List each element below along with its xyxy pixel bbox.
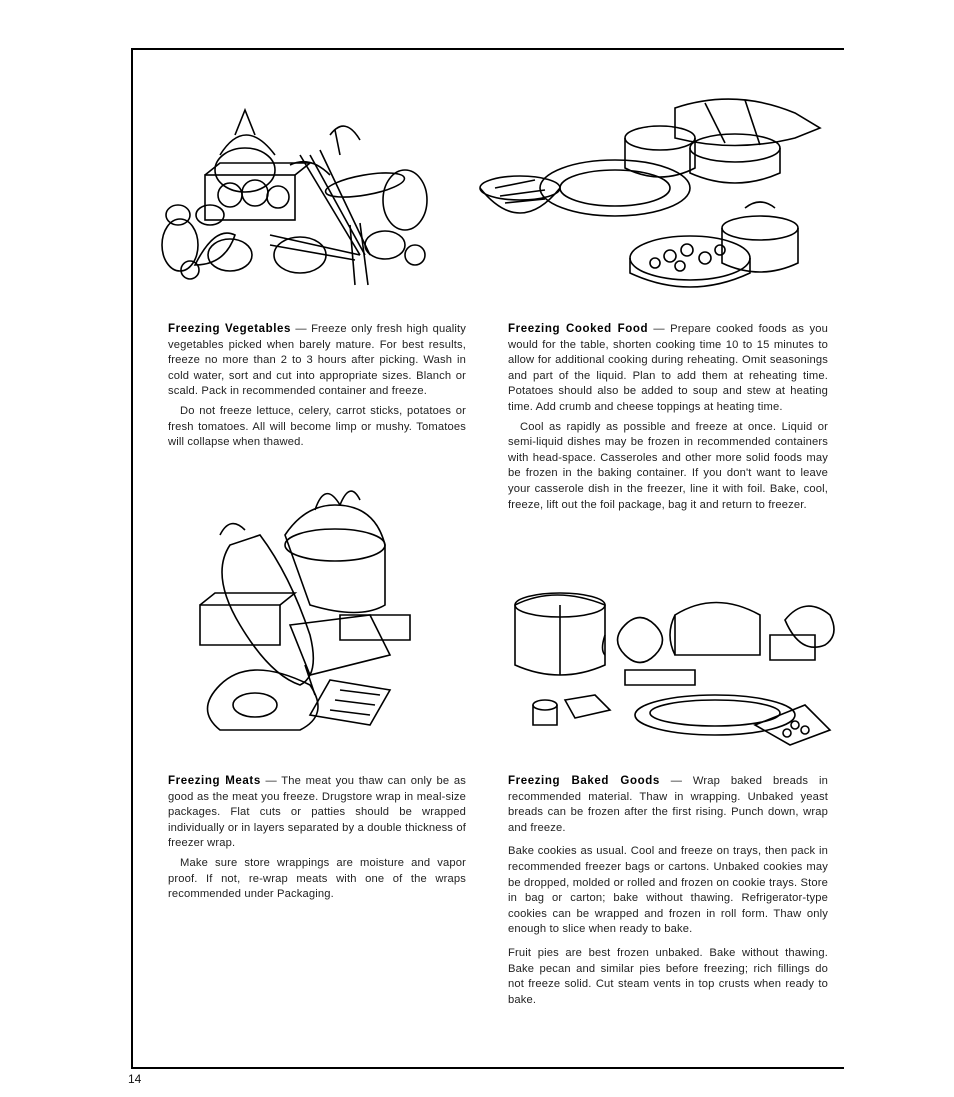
baked-goods-heading: Freezing Baked Goods [508, 775, 660, 787]
baked-goods-illustration [505, 585, 845, 755]
baked-goods-paragraph-2: Bake cookies as usual. Cool and freeze on trays, then pack in recommended freezer bags or cartons. Unbaked cookies may be dropped, molded or rolled and frozen on cookie trays. Store in bag or carton; bake without thawing. Refrigerator-type cookies can be wrapped and frozen in roll form. Thaw only enough to slice when ready to bake. [508, 845, 828, 936]
baked-goods-section: Freezing Baked Goods — Wrap baked breads in recommended material. Thaw in wrapping. Unbaked yeast breads can be frozen after the first rising. Punch down, wrap and freeze. Bake cookies as usual. Cool and freeze on trays, then pack in recommended freezer bags or cartons. Unbaked cookies may be dropped, molded or rolled and frozen on cookie trays. Store in bag or carton; bake without thawing. Refrigerator-type cookies can be wrapped and frozen in roll form. Thaw only enough to slice when ready to bake. Fruit pies are best frozen unbaked. Bake without thawing. Bake pecan and similar pies before freezing; rich fillings do not freeze solid. Cut steam vents in top crusts when ready to bake. [508, 774, 828, 1012]
vegetables-paragraph-2: Do not freeze lettuce, celery, carrot sticks, potatoes or fresh tomatoes. All will become limp or mushy. Tomatoes will collapse when thawed. [168, 404, 466, 449]
cooked-food-paragraph-2: Cool as rapidly as possible and freeze at once. Liquid or semi-liquid dishes may be frozen in recommended containers with head-space. Casseroles and other more solid foods may be frozen in the baking container. If you don't want to leave your casserole dish in the freezer, line it with foil. Bake, cool, freeze, lift out the foil package, bag it and return to freezer. [508, 420, 828, 511]
meats-heading: Freezing Meats [168, 775, 261, 787]
cooked-food-illustration [475, 88, 835, 303]
meats-section: Freezing Meats — The meat you thaw can only be as good as the meat you freeze. Drugstore wrap in meal-size packages. Flat cuts or patties should be wrapped individually or in layers separated by a double thickness of freezer wrap. Make sure store wrappings are moisture and vapor proof. If not, re-wrap meats with one of the wraps recommended under Packaging. [168, 774, 466, 907]
meats-illustration [180, 475, 430, 750]
vegetables-heading: Freezing Vegetables [168, 323, 292, 335]
bottom-rule [131, 1067, 844, 1069]
page-number: 14 [128, 1072, 142, 1086]
cooked-food-heading: Freezing Cooked Food [508, 323, 649, 335]
cooked-food-section: Freezing Cooked Food — Prepare cooked foods as you would for the table, shorten cooking time 10 to 15 minutes to allow for additional cooking during reheating. Omit seasonings and part of the liquid. Plan to add them at reheating time. Potatoes should also be added to soup and stew at heating time. Add crumb and cheese toppings at heating time. Cool as rapidly as possible and freeze at once. Liquid or semi-liquid dishes may be frozen in recommended containers with head-space. Casseroles and other more solid foods may be frozen in the baking container. If you don't want to leave your casserole dish in the freezer, line it with foil. Bake, cool, freeze, lift out the foil package, bag it and return to freezer. [508, 322, 828, 517]
baked-goods-paragraph-1: Wrap baked breads in recommended material. Thaw in wrapping. Unbaked yeast breads can be frozen after the first rising. Punch down, wrap and freeze. [508, 775, 829, 834]
vegetables-section: Freezing Vegetables — Freeze only fresh high quality vegetables picked when barely mature. For best results, freeze no more than 2 to 3 hours after picking. Wash in cold water, sort and cut into appropriate sizes. Blanch or scald. Pack in recommended container and freeze. Do not freeze lettuce, celery, carrot sticks, potatoes or fresh tomatoes. All will become limp or mushy. Tomatoes will collapse when thawed. [168, 322, 466, 455]
left-rule [131, 48, 133, 1069]
cooked-food-paragraph-1: Prepare cooked foods as you would for the table, shorten cooking time 10 to 15 minutes to allow for additional cooking during reheating. Omit seasonings and part of the liquid. Plan to add them at reheating time. Potatoes should also be added to soup and stew at heating time. Add crumb and cheese toppings at heating time. [508, 323, 828, 413]
top-rule [131, 48, 844, 50]
meats-paragraph-1: The meat you thaw can only be as good as the meat you freeze. Drugstore wrap in meal-size packages. Flat cuts or patties should be wrapped individually or in layers separated by a double thickness of freezer wrap. [168, 775, 466, 850]
vegetables-paragraph-1: Freeze only fresh high quality vegetables picked when barely mature. For best results, freeze no more than 2 to 3 hours after picking. Wash in cold water, sort and cut into appropriate sizes. Blanch or scald. Pack in recommended container and freeze. [168, 323, 466, 398]
baked-goods-paragraph-3: Fruit pies are best frozen unbaked. Bake without thawing. Bake pecan and similar pies before freezing; rich fillings do not freeze solid. Cut steam vents in top crusts when ready to bake. [508, 946, 828, 1006]
vegetables-illustration [150, 95, 450, 295]
meats-paragraph-2: Make sure store wrappings are moisture and vapor proof. If not, re-wrap meats with one of the wraps recommended under Packaging. [168, 856, 466, 901]
